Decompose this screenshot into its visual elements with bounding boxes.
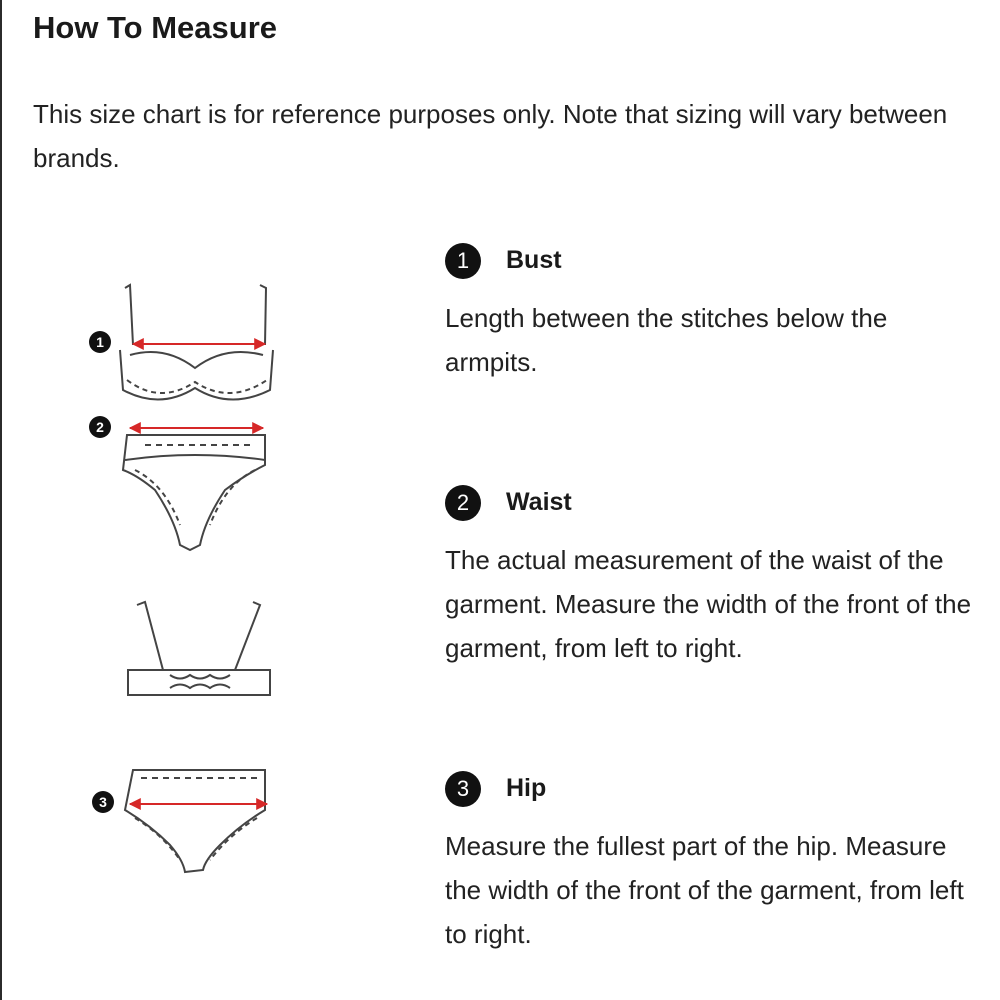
- bikini-bottom-front-figure: [123, 435, 265, 550]
- waist-description: The actual measurement of the waist of the garment. Measure the width of the front of the garment, from left to right.: [445, 545, 972, 663]
- bust-title: Bust: [506, 246, 562, 274]
- bust-number-badge: 1: [445, 243, 481, 279]
- bikini-bottom-hip-figure: [125, 770, 265, 872]
- hip-number-badge: 3: [445, 771, 481, 807]
- svg-text:1: 1: [96, 334, 104, 350]
- bikini-top-front-figure: [120, 285, 273, 400]
- left-border: [0, 0, 2, 1000]
- measurement-illustration: [75, 270, 315, 890]
- intro-text: This size chart is for reference purposes only. Note that sizing will vary between brands.: [33, 99, 948, 173]
- waist-number-badge: 2: [445, 485, 481, 521]
- bikini-top-back-figure: [128, 602, 270, 695]
- svg-text:3: 3: [99, 794, 107, 810]
- bust-description: Length between the stitches below the armpits.: [445, 303, 888, 377]
- waist-title: Waist: [506, 488, 572, 516]
- page-title: How To Measure: [33, 10, 278, 45]
- hip-description: Measure the fullest part of the hip. Measure the width of the front of the garment, from left to right.: [445, 831, 964, 949]
- hip-title: Hip: [506, 774, 547, 802]
- svg-text:2: 2: [96, 419, 104, 435]
